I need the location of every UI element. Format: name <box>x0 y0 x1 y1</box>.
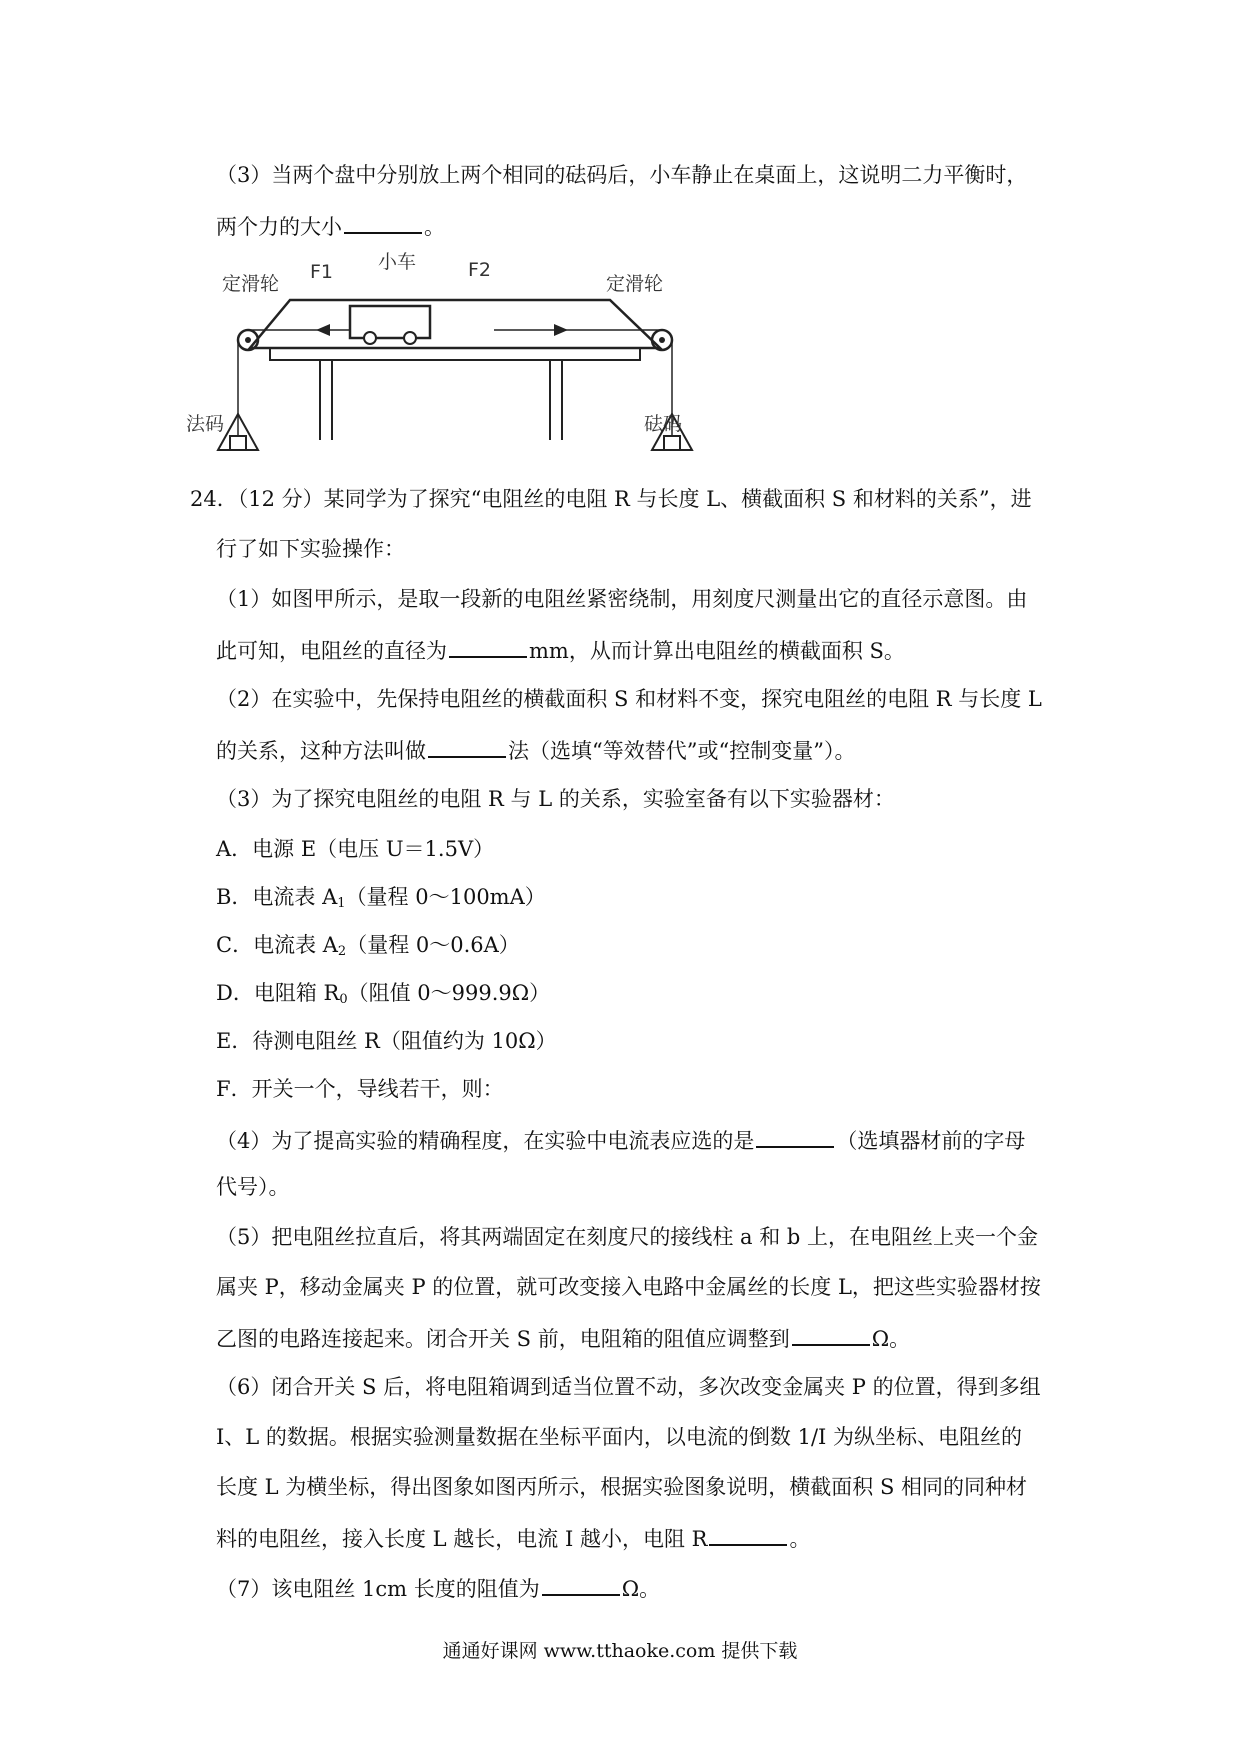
f1-arrow <box>316 324 330 336</box>
q24-p6-line3: 长度 L 为横坐标，得出图象如图丙所示，根据实验图象说明，横截面积 S 相同的同种材 <box>216 1475 1028 1499</box>
q24-p2-text-end: 法（选填“等效替代”或“控制变量”）。 <box>508 739 856 763</box>
balance-cart-diagram <box>186 250 710 470</box>
option-d: D．电阻箱 $R_0$（阻值 0～999.9Ω） <box>216 981 551 1007</box>
q24-p5-line2: 属夹 P，移动金属夹 P 的位置，就可改变接入电路中金属丝的长度 L，把这些实验器材按 <box>216 1275 1041 1299</box>
q24-intro-2: 行了如下实验操作： <box>216 537 405 561</box>
label-f2: F2 <box>468 259 492 281</box>
cart-wheel <box>364 332 376 344</box>
option-b: B．电流表 $A_1$（量程 0～100mA） <box>216 885 546 911</box>
option-a: A．电源 E（电压 U＝1.5V） <box>216 837 495 861</box>
label-weight-left: 法码 <box>186 413 225 435</box>
answer-blank <box>542 1572 620 1596</box>
right-weight <box>664 436 680 450</box>
q24-p4-line2: 代号）。 <box>216 1175 290 1199</box>
option-e: E．待测电阻丝 R（阻值约为 10Ω） <box>216 1029 557 1053</box>
label-pulley-left: 定滑轮 <box>222 273 280 295</box>
q24-p1-text-end: mm，从而计算出电阻丝的横截面积 S。 <box>529 639 905 663</box>
label-pulley-right: 定滑轮 <box>606 273 664 295</box>
table-top <box>250 300 660 348</box>
option-c: C．电流表 $A_2$（量程 0～0.6A） <box>216 933 520 959</box>
label-car: 小车 <box>378 251 417 273</box>
q23-3-line2-end: 。 <box>424 215 445 239</box>
q24-p5-line3: 乙图的电路连接起来。闭合开关 S 前，电阻箱的阻值应调整到 Ω。 <box>216 1322 910 1354</box>
q24-p2-text: 的关系，这种方法叫做 <box>216 739 426 763</box>
answer-blank <box>449 634 527 658</box>
table-edge <box>270 348 640 360</box>
label-f1: F1 <box>310 261 334 283</box>
option-f: F．开关一个，导线若干，则： <box>216 1077 504 1101</box>
answer-blank <box>792 1322 870 1346</box>
q24-p2-line2 <box>216 734 855 766</box>
cart-wheel <box>404 332 416 344</box>
q24-p6-line4: 料的电阻丝，接入长度 L 越长，电流 I 越小，电阻 R 。 <box>216 1522 810 1554</box>
q24-p6-line1: （6）闭合开关 S 后，将电阻箱调到适当位置不动，多次改变金属夹 P 的位置，得到多组 <box>216 1375 1041 1399</box>
q24-intro-1: 24．（12 分）某同学为了探究“电阻丝的电阻 R 与长度 L、横截面积 S 和材料的关系”，进 <box>190 487 1032 511</box>
q23-3-line1: （3）当两个盘中分别放上两个相同的砝码后，小车静止在桌面上，这说明二力平衡时， <box>216 163 1028 187</box>
answer-blank <box>756 1124 834 1148</box>
q24-p1-line1: （1）如图甲所示，是取一段新的电阻丝紧密绕制，用刻度尺测量出它的直径示意图。由 <box>216 587 1028 611</box>
q24-p2-line1: （2）在实验中，先保持电阻丝的横截面积 S 和材料不变，探究电阻丝的电阻 R 与长度 L <box>216 687 1042 711</box>
cart <box>350 306 430 338</box>
label-weight-right: 砝码 <box>644 413 683 435</box>
q24-p3: （3）为了探究电阻丝的电阻 R 与 L 的关系，实验室备有以下实验器材： <box>216 787 895 811</box>
page-footer: 通通好课网 www.tthaoke.com 提供下载 <box>442 1640 798 1662</box>
q23-3-line2 <box>216 210 445 242</box>
q24-p1-line2 <box>216 634 905 666</box>
answer-blank <box>709 1522 787 1546</box>
q24-p1-text: 此可知，电阻丝的直径为 <box>216 639 447 663</box>
f2-arrow <box>554 324 568 336</box>
left-weight <box>230 436 246 450</box>
answer-blank <box>344 210 422 234</box>
q24-p6-line2: I、L 的数据。根据实验测量数据在坐标平面内，以电流的倒数 1/I 为纵坐标、电阻丝的 <box>216 1425 1022 1449</box>
answer-blank <box>428 734 506 758</box>
q24-p5-line1: （5）把电阻丝拉直后，将其两端固定在刻度尺的接线柱 a 和 b 上，在电阻丝上夹一个金 <box>216 1225 1039 1249</box>
q23-3-line2-text: 两个力的大小 <box>216 215 342 239</box>
q24-p7: （7）该电阻丝 1cm 长度的阻值为 Ω。 <box>216 1572 660 1604</box>
q24-p4-line1: （4）为了提高实验的精确程度，在实验中电流表应选的是 （选填器材前的字母 <box>216 1124 1025 1156</box>
